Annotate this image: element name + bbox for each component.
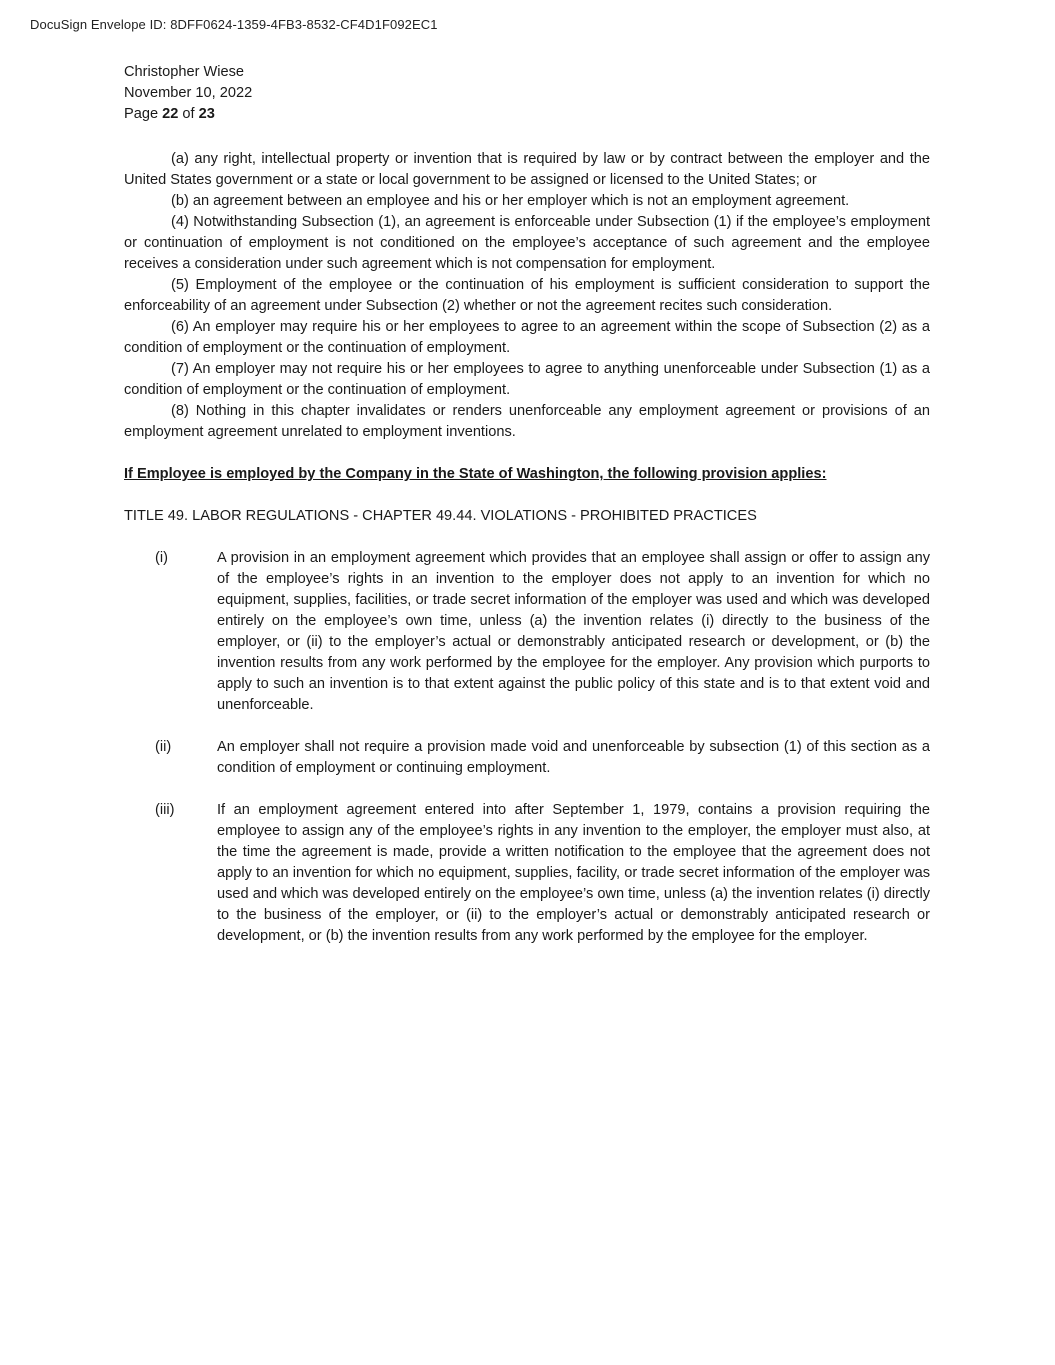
subsection-text: An employer shall not require a provision made void and unenforceable by subsection (1) of this section as a condition of employment or continuing employment. bbox=[217, 739, 930, 776]
paragraph: (8) Nothing in this chapter invalidates or renders unenforceable any employment agreement or provisions of an employment agreement unrelated to employment inventions. bbox=[124, 403, 930, 440]
paragraph: (6) An employer may require his or her employees to agree to an agreement within the scope of Subsection (2) as a condition of employment or the continuation of employment. bbox=[124, 319, 930, 356]
page-total: 23 bbox=[198, 106, 215, 122]
subsection-text: If an employment agreement entered into after September 1, 1979, contains a provision requiring the employee to assign any of the employee’s rights in any invention to the employer, the employer must also, at the time the agreement is made, provide a written notification to the employee that the agreement does not apply to an invention for which no equipment, supplies, facility, or trade secret information of the employer was used and which was developed entirely on the employee’s own time, unless (a) the invention relates (i) directly to the business of the employer, or (ii) to the employer’s actual or demonstrably anticipated research or development, or (b) the invention results from any work performed by the employee for the employer. bbox=[217, 802, 930, 944]
page-number bbox=[124, 104, 930, 125]
page-prefix: Page bbox=[124, 106, 163, 122]
paragraph: (4) Notwithstanding Subsection (1), an agreement is enforceable under Subsection (1) if the employee’s employment or continuation of employment is not conditioned on the employee’s acceptance of such agreement and the employee receives a consideration under such agreement which is not compensation for employment. bbox=[124, 214, 930, 272]
subsection-label: (ii) bbox=[155, 739, 172, 755]
subsection-text: A provision in an employment agreement which provides that an employee shall assign or offer to assign any of the employee’s rights in an invention to the employer does not apply to an invention for which no equipment, supplies, facilities, or trade secret information of the employer was used and which was developed entirely on the employee’s own time, unless (a) the invention relates (i) directly to the business of the employer, or (ii) to the employer’s actual or demonstrably anticipated research or development, or (b) the invention results from any work performed by the employee for the employer. Any provision which purports to apply to such an invention is to that extent against the public policy of this state and is to that extent void and unenforceable. bbox=[217, 550, 930, 713]
page-current: 22 bbox=[162, 106, 179, 122]
statute-title: TITLE 49. LABOR REGULATIONS - CHAPTER 49.44. VIOLATIONS - PROHIBITED PRACTICES bbox=[124, 508, 757, 524]
paragraph: (7) An employer may not require his or her employees to agree to anything unenforceable under Subsection (1) as a condition of employment or the continuation of employment. bbox=[124, 361, 930, 398]
paragraph: (b) an agreement between an employee and his or her employer which is not an employment agreement. bbox=[171, 193, 850, 209]
docusign-envelope-id: DocuSign Envelope ID: 8DFF0624-1359-4FB3-8532-CF4D1F092EC1 bbox=[30, 17, 438, 32]
subsection-label: (iii) bbox=[155, 802, 175, 818]
letter-date: November 10, 2022 bbox=[124, 85, 253, 101]
recipient-name: Christopher Wiese bbox=[124, 64, 245, 80]
document-body bbox=[124, 62, 930, 947]
subsection-label: (i) bbox=[155, 550, 168, 566]
paragraph: (5) Employment of the employee or the continuation of his employment is sufficient consideration to support the enforceability of an agreement under Subsection (2) whether or not the agreement recites such consideration. bbox=[124, 277, 930, 314]
subsection-item bbox=[124, 800, 930, 947]
subsection-item bbox=[124, 548, 930, 716]
page-of: of bbox=[178, 106, 199, 122]
paragraph: (a) any right, intellectual property or invention that is required by law or by contract between the employer and the United States government or a state or local government to be assigned or licensed to the United States; or bbox=[124, 151, 930, 188]
washington-heading: If Employee is employed by the Company in the State of Washington, the following provision applies: bbox=[124, 466, 827, 482]
subsection-item bbox=[124, 737, 930, 779]
